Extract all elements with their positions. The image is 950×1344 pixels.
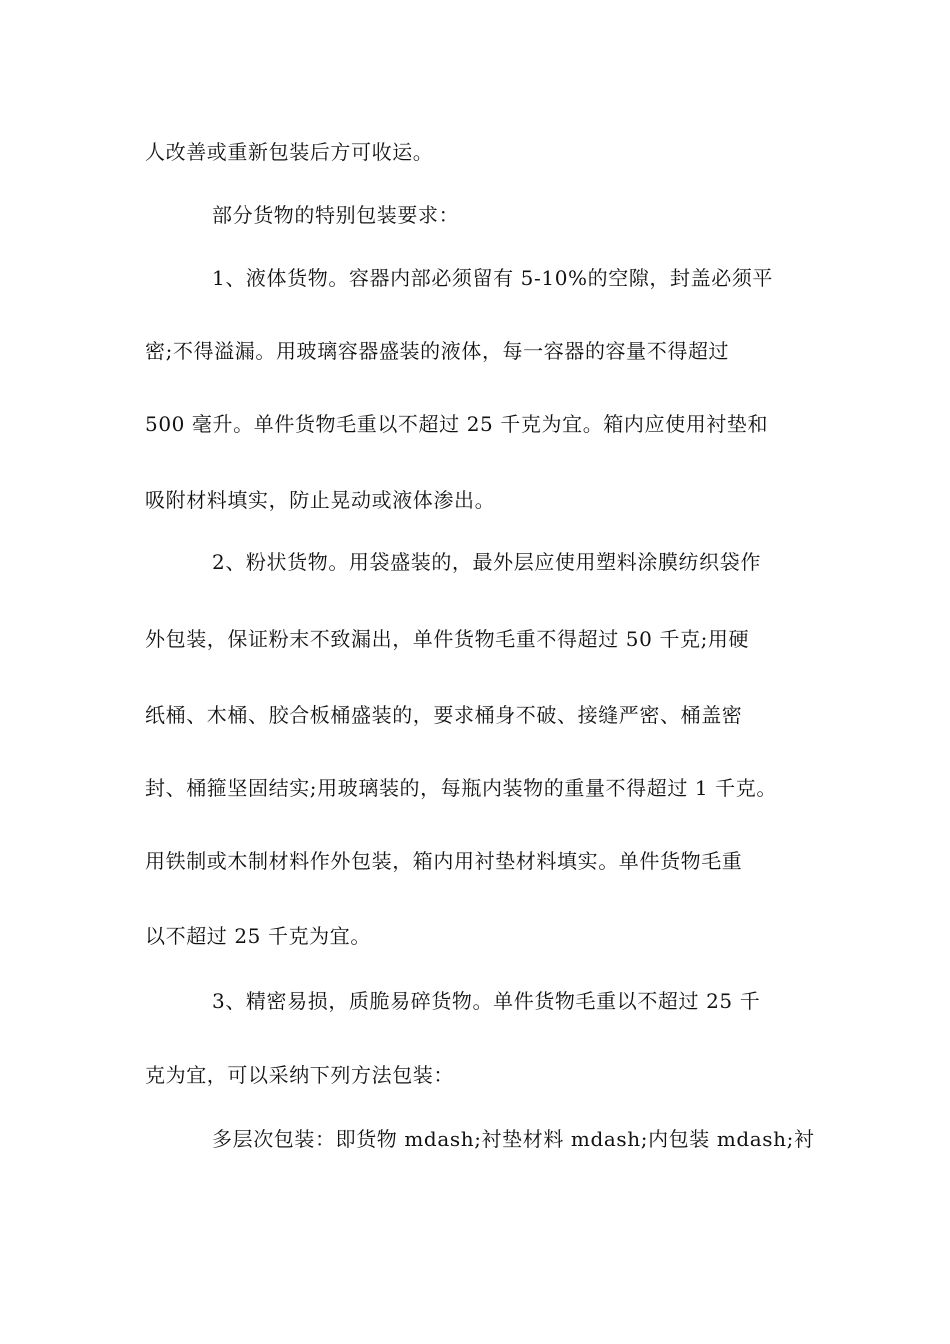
- paragraph-line: 1、液体货物。容器内部必须留有 5-10%的空隙，封盖必须平: [212, 266, 774, 290]
- paragraph-line: 3、精密易损，质脆易碎货物。单件货物毛重以不超过 25 千: [212, 989, 761, 1013]
- paragraph-line: 纸桶、木桶、胶合板桶盛装的，要求桶身不破、接缝严密、桶盖密: [145, 703, 743, 727]
- paragraph-line: 部分货物的特别包装要求：: [212, 203, 460, 227]
- paragraph-line: 外包装，保证粉末不致漏出，单件货物毛重不得超过 50 千克;用硬: [145, 627, 750, 651]
- paragraph-line: 吸附材料填实，防止晃动或液体渗出。: [145, 488, 496, 512]
- paragraph-line: 500 毫升。单件货物毛重以不超过 25 千克为宜。箱内应使用衬垫和: [145, 412, 769, 436]
- paragraph-line: 封、桶箍坚固结实;用玻璃装的，每瓶内装物的重量不得超过 1 千克。: [145, 776, 777, 800]
- paragraph-line: 2、粉状货物。用袋盛装的，最外层应使用塑料涂膜纺织袋作: [212, 550, 761, 574]
- paragraph-line: 多层次包装：即货物 mdash;衬垫材料 mdash;内包装 mdash;衬: [212, 1127, 815, 1151]
- paragraph-line: 克为宜，可以采纳下列方法包装：: [145, 1063, 454, 1087]
- paragraph-line: 密;不得溢漏。用玻璃容器盛装的液体，每一容器的容量不得超过: [145, 339, 730, 363]
- paragraph-line: 人改善或重新包装后方可收运。: [145, 140, 434, 164]
- paragraph-line: 用铁制或木制材料作外包装，箱内用衬垫材料填实。单件货物毛重: [145, 849, 743, 873]
- paragraph-line: 以不超过 25 千克为宜。: [145, 924, 371, 948]
